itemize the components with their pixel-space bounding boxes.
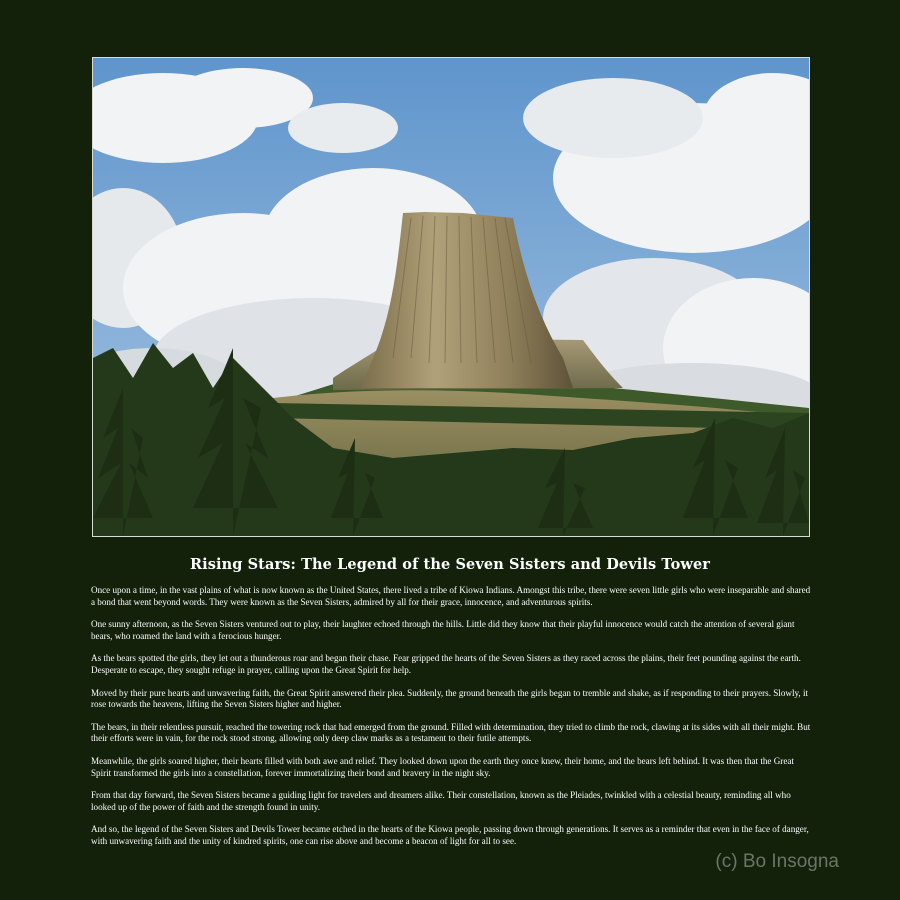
- story-paragraph-6: Meanwhile, the girls soared higher, their hearts filled with both awe and relief. They looked down upon the earth they once knew, their home, and the bears left behind. It was then that the Great Spirit transformed the girls into a constellation, forever immortalizing their bond and bravery in the night sky.: [91, 755, 794, 778]
- story-paragraph-4: Moved by their pure hearts and unwavering faith, the Great Spirit answered their plea. Suddenly, the ground beneath the girls began to tremble and shake, as if responding to their prayers. Slowly, it rose towards the heavens, lifting the Seven Sisters higher and higher.: [91, 687, 809, 710]
- story-paragraph-8: And so, the legend of the Seven Sisters and Devils Tower became etched in the hearts of the Kiowa people, passing down through generations. It serves as a reminder that even in the face of danger, with unwavering faith and the unity of kindred spirits, one can rise above and become a beacon of light for all to see.: [91, 824, 809, 846]
- story-paragraph-7: From that day forward, the Seven Sisters became a guiding light for travelers and dreamers alike. Their constellation, known as the Pleiades, twinkled with a celestial beauty, reminding all who looked up of the power of faith and the strength found in unity.: [91, 790, 791, 812]
- copyright-watermark: (c) Bo Insogna: [715, 851, 839, 872]
- devils-tower-photo: [92, 57, 810, 537]
- landscape-illustration: [93, 58, 809, 536]
- story-paragraph-2: One sunny afternoon, as the Seven Sisters ventured out to play, their laughter echoed through the hills. Little did they know that their playful innocence would catch the attention of several giant bears, who roamed the land with a ferocious hunger.: [91, 619, 795, 641]
- story-paragraph-3: As the bears spotted the girls, they let out a thunderous roar and began their chase. Fear gripped the hearts of the Seven Sisters as they raced across the plains, their feet pounding against the earth. Desperate to escape, they sought refuge in prayer, calling upon the Great Spirit for help.: [91, 653, 801, 675]
- story-body: [91, 585, 813, 859]
- story-paragraph-1: Once upon a time, in the vast plains of what is now known as the United States, there lived a tribe of Kiowa Indians. Amongst this tribe, there were seven little girls who were inseparable and shared a bond that went beyond words. They were known as the Seven Sisters, admired by all for their grace, innocence, and adventurous spirits.: [91, 585, 811, 607]
- story-paragraph-5: The bears, in their relentless pursuit, reached the towering rock that had emerged from the ground. Filled with determination, they tried to climb the rock, clawing at its sides with all their might. But their efforts were in vain, for the rock stood strong, allowing only deep claw marks as a testament to their futile attempts.: [91, 721, 811, 744]
- story-title: Rising Stars: The Legend of the Seven Sisters and Devils Tower: [189, 556, 711, 573]
